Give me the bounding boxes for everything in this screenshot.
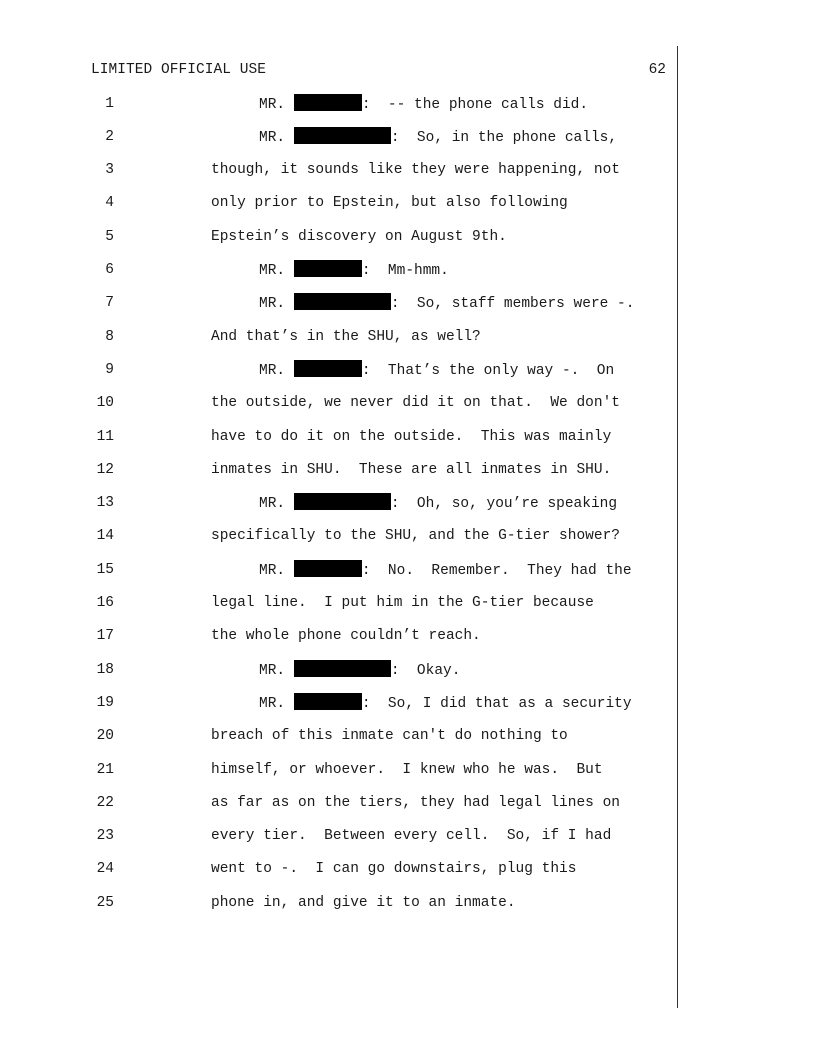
line-number: 13 (96, 495, 114, 512)
line-content: : -- the phone calls did. (361, 96, 589, 113)
line-content: : No. Remember. They had the (361, 562, 632, 579)
speaker-prefix: MR. (259, 296, 294, 313)
transcript-line (0, 427, 680, 447)
transcript-line (0, 626, 680, 646)
line-number: 10 (96, 395, 114, 412)
line-number: 20 (96, 728, 114, 745)
line-text (259, 693, 632, 714)
line-text (211, 760, 603, 780)
transcript-line (0, 160, 680, 180)
transcript-line (0, 493, 680, 513)
transcript-line (0, 826, 680, 846)
line-text (259, 127, 617, 148)
line-content: as far as on the tiers, they had legal lines on (211, 794, 620, 811)
line-text (211, 393, 620, 413)
line-number: 17 (96, 628, 114, 645)
line-content: have to do it on the outside. This was mainly (211, 428, 612, 445)
line-number: 5 (105, 228, 114, 245)
line-text (211, 193, 568, 213)
line-content: legal line. I put him in the G-tier because (211, 595, 594, 611)
speaker-prefix: MR. (259, 362, 294, 379)
transcript-line (0, 893, 680, 913)
line-text (211, 526, 620, 546)
line-content: himself, or whoever. I knew who he was. But (211, 761, 603, 778)
line-text (211, 626, 481, 646)
line-number: 15 (96, 561, 114, 578)
line-content: : So, staff members were -. (390, 296, 635, 313)
redaction-bar (294, 94, 362, 111)
redaction-bar (294, 660, 391, 677)
speaker-prefix: MR. (259, 562, 294, 579)
line-number: 9 (105, 361, 114, 378)
page-number: 62 (648, 62, 666, 78)
transcript-line (0, 859, 680, 879)
transcript-line (0, 526, 680, 546)
redaction-bar (294, 493, 391, 510)
line-text (259, 293, 634, 314)
line-number: 8 (105, 328, 114, 345)
speaker-prefix: MR. (259, 129, 294, 146)
line-text (211, 427, 611, 447)
line-number: 23 (96, 828, 114, 845)
line-text (211, 859, 576, 879)
line-content: : So, in the phone calls, (390, 129, 618, 146)
transcript-line (0, 760, 680, 780)
transcript-line (0, 726, 680, 746)
line-text (211, 327, 481, 347)
line-text (211, 160, 620, 180)
transcript-line (0, 327, 680, 347)
line-number: 19 (96, 694, 114, 711)
line-text (211, 893, 516, 913)
line-content: And that’s in the SHU, as well? (211, 328, 481, 345)
line-number: 6 (105, 262, 114, 278)
line-text (259, 360, 614, 381)
line-number: 7 (105, 295, 114, 312)
line-text (259, 660, 460, 681)
transcript-line (0, 793, 680, 813)
classification-header: LIMITED OFFICIAL USE (91, 62, 267, 78)
line-text (211, 593, 594, 613)
line-content: breach of this inmate can't do nothing to (211, 728, 568, 745)
speaker-prefix: MR. (259, 496, 294, 513)
line-text (211, 726, 568, 746)
line-content: : That’s the only way -. On (361, 362, 615, 379)
line-content: specifically to the SHU, and the G-tier shower? (211, 528, 620, 545)
redaction-bar (294, 260, 362, 277)
line-number: 12 (96, 461, 114, 478)
line-number: 16 (96, 595, 114, 611)
line-content: inmates in SHU. These are all inmates in SHU. (211, 461, 612, 478)
speaker-prefix: MR. (259, 96, 294, 113)
redaction-bar (294, 360, 362, 377)
line-number: 21 (96, 761, 114, 778)
transcript-line (0, 360, 680, 380)
line-content: : Mm-hmm. (361, 263, 449, 279)
line-number: 4 (105, 195, 114, 212)
line-content: : So, I did that as a security (361, 695, 632, 712)
transcript-line (0, 660, 680, 680)
speaker-prefix: MR. (259, 662, 294, 679)
line-content: phone in, and give it to an inmate. (211, 894, 516, 911)
line-number: 22 (96, 794, 114, 811)
line-number: 24 (96, 861, 114, 878)
line-content: : Okay. (390, 662, 461, 679)
line-number: 11 (96, 428, 114, 445)
line-number: 3 (105, 162, 114, 179)
line-number: 25 (96, 894, 114, 911)
transcript-line (0, 227, 680, 247)
transcript-line (0, 593, 680, 613)
line-content: though, it sounds like they were happening, not (211, 162, 620, 179)
line-text (259, 493, 617, 514)
line-text (211, 826, 611, 846)
line-number: 18 (96, 661, 114, 678)
line-text (211, 227, 507, 247)
line-content: went to -. I can go downstairs, plug this (211, 861, 577, 878)
transcript-line (0, 94, 680, 114)
line-number: 1 (105, 95, 114, 112)
transcript-line (0, 127, 680, 147)
redaction-bar (294, 127, 391, 144)
transcript-line (0, 293, 680, 313)
line-number: 14 (96, 528, 114, 545)
line-text (259, 260, 449, 281)
line-content: the whole phone couldn’t reach. (211, 628, 481, 645)
transcript-line (0, 260, 680, 280)
speaker-prefix: MR. (259, 263, 294, 279)
redaction-bar (294, 693, 362, 710)
line-number: 2 (105, 128, 114, 145)
line-text (211, 460, 611, 480)
transcript-line (0, 193, 680, 213)
line-content: only prior to Epstein, but also following (211, 195, 568, 212)
transcript-line (0, 560, 680, 580)
transcript-line (0, 393, 680, 413)
line-text (211, 793, 620, 813)
line-content: : Oh, so, you’re speaking (390, 496, 618, 513)
transcript-line (0, 693, 680, 713)
line-content: Epstein’s discovery on August 9th. (211, 228, 507, 245)
redaction-bar (294, 293, 391, 310)
redaction-bar (294, 560, 362, 577)
line-text (259, 94, 588, 115)
line-content: the outside, we never did it on that. We don't (211, 395, 620, 412)
line-text (259, 560, 632, 581)
line-content: every tier. Between every cell. So, if I had (211, 828, 612, 845)
speaker-prefix: MR. (259, 695, 294, 712)
transcript-line (0, 460, 680, 480)
